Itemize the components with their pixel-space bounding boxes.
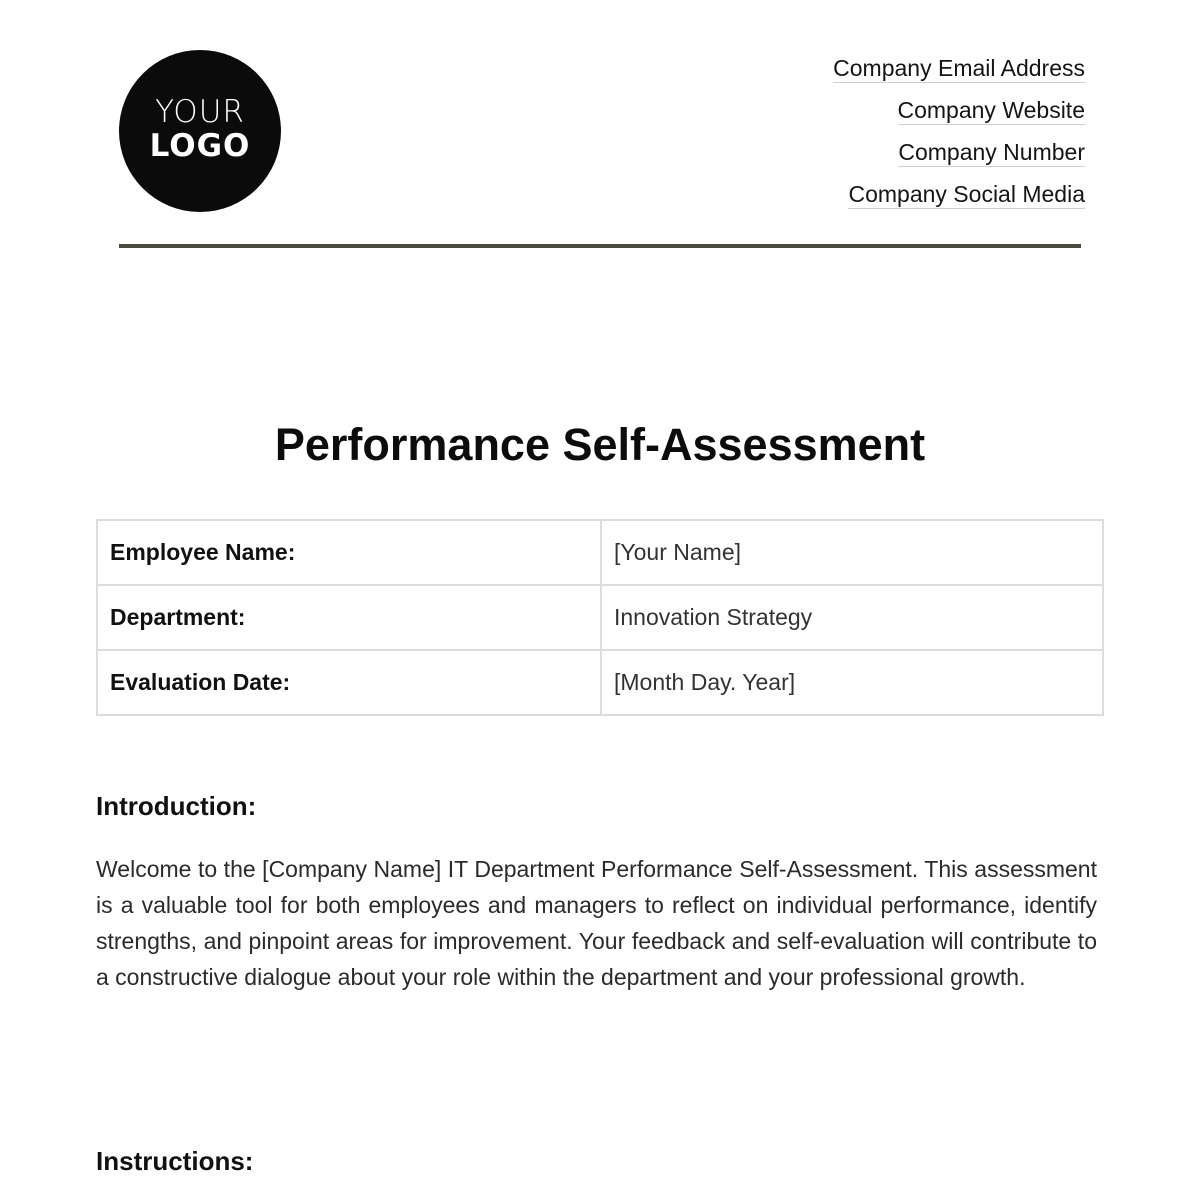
table-row	[97, 650, 1103, 715]
evaluation-date-label: Evaluation Date:	[97, 650, 601, 715]
introduction-body: Welcome to the [Company Name] IT Department Performance Self-Assessment. This assessment is a valuable tool for both employees and managers to reflect on individual performance, identify strengths, and pinpoint areas for improvement. Your feedback and self-evaluation will contribute to a constructive dialogue about your role within the department and your professional growth.	[96, 856, 1097, 990]
employee-name-label: Employee Name:	[97, 520, 601, 585]
employee-info-table	[96, 519, 1104, 716]
document-title: Performance Self-Assessment	[274, 419, 926, 470]
instructions-heading: Instructions:	[96, 1146, 254, 1176]
employee-name-value[interactable]: [Your Name]	[601, 520, 1103, 585]
header-divider	[119, 244, 1081, 248]
department-label: Department:	[97, 585, 601, 650]
company-logo	[119, 50, 281, 212]
evaluation-date-value[interactable]: [Month Day. Year]	[601, 650, 1103, 715]
department-value[interactable]: Innovation Strategy	[601, 585, 1103, 650]
company-email-link[interactable]: Company Email Address	[833, 55, 1085, 81]
company-social-media-link[interactable]: Company Social Media	[848, 181, 1085, 207]
company-number-link[interactable]: Company Number	[898, 139, 1085, 165]
introduction-heading: Introduction:	[96, 791, 257, 821]
table-row	[97, 520, 1103, 585]
logo-text-logo: LOGO	[149, 128, 251, 164]
logo-text-your: YOUR	[155, 94, 245, 130]
company-contact-block	[833, 54, 1085, 222]
company-website-link[interactable]: Company Website	[897, 97, 1085, 123]
table-row	[97, 585, 1103, 650]
